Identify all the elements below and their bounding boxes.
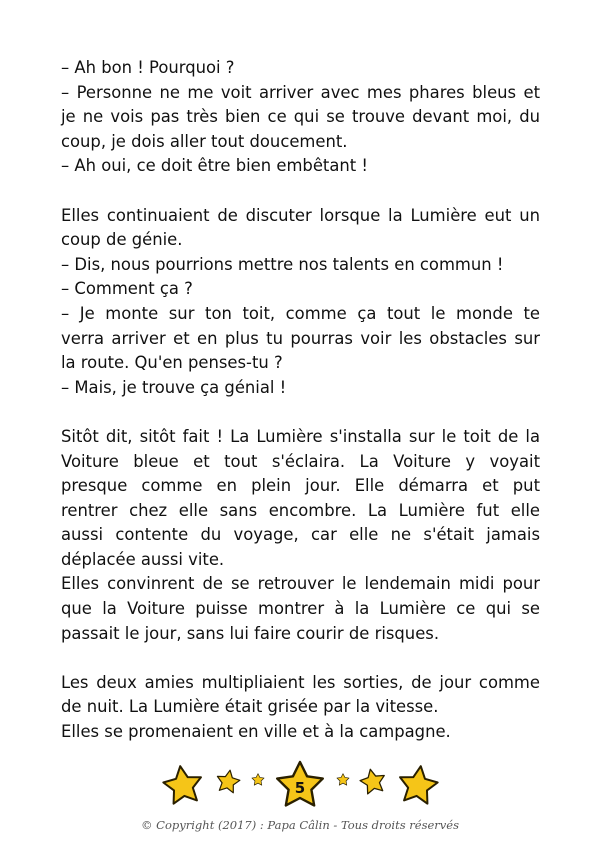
page-number: 5 <box>294 779 306 797</box>
text-line: de nuit. La Lumière était grisée par la vitesse. <box>61 697 439 717</box>
text-line: Sitôt dit, sitôt fait ! La Lumière s'installa sur le toit de la <box>61 426 540 446</box>
text-line: – Ah bon ! Pourquoi ? <box>61 58 235 77</box>
text-line: – Comment ça ? <box>61 279 193 299</box>
text-line: – Je monte sur ton toit, comme ça tout le monde te <box>61 303 540 323</box>
star-icon <box>215 768 241 793</box>
page-number-star <box>277 762 323 805</box>
text-line: – Ah oui, ce doit être bien embêtant ! <box>61 156 368 176</box>
text-line: rentrer chez elle sans encombre. La Lumière fut elle <box>61 500 540 520</box>
text-line: aussi contente du voyage, car elle ne s'était jamais <box>61 525 540 545</box>
text-line: Les deux amies multipliaient les sorties, de jour comme <box>61 672 540 692</box>
text-line: presque comme en plein jour. Elle démarra et put <box>61 476 540 496</box>
text-line: – Personne ne me voit arriver avec mes phares bleus et <box>61 82 540 102</box>
text-line: – Dis, nous pourrions mettre nos talents en commun ! <box>61 254 504 274</box>
text-line: – Mais, je trouve ça génial ! <box>61 377 287 397</box>
text-line: Elles se promenaient en ville et à la campagne. <box>61 722 451 742</box>
text-line: déplacée aussi vite. <box>61 549 225 569</box>
paragraph-gap <box>61 400 540 425</box>
text-line: que la Voiture puisse montrer à la Lumière ce qui se <box>61 599 540 619</box>
text-line: Elles continuaient de discuter lorsque la Lumière eut un <box>61 205 540 225</box>
star-icon <box>358 767 387 795</box>
stars-ornament <box>0 760 600 820</box>
text-line: verra arriver et en plus tu pourras voir les obstacles sur <box>61 328 540 348</box>
text-line: la route. Qu'en penses-tu ? <box>61 353 283 373</box>
star-icon <box>252 774 264 786</box>
star-icon <box>161 764 204 805</box>
star-icon <box>337 774 349 786</box>
page-text <box>61 56 540 745</box>
text-line: passait le jour, sans lui faire courir de risques. <box>61 623 440 643</box>
paragraph-gap <box>61 179 540 204</box>
copyright-footer: © Copyright (2017) : Papa Câlin - Tous droits réservés <box>141 818 459 832</box>
text-line: coup de génie. <box>61 230 183 250</box>
text-line: coup, je dois aller tout doucement. <box>61 131 348 151</box>
text-line: Elles convinrent de se retrouver le lendemain midi pour <box>61 574 540 594</box>
star-icon <box>397 764 440 805</box>
paragraph-gap <box>61 646 540 671</box>
text-line: Voiture bleue et tout s'éclaira. La Voiture y voyait <box>61 451 540 471</box>
text-line: je ne vois pas très bien ce qui se trouve devant moi, du <box>61 107 540 127</box>
